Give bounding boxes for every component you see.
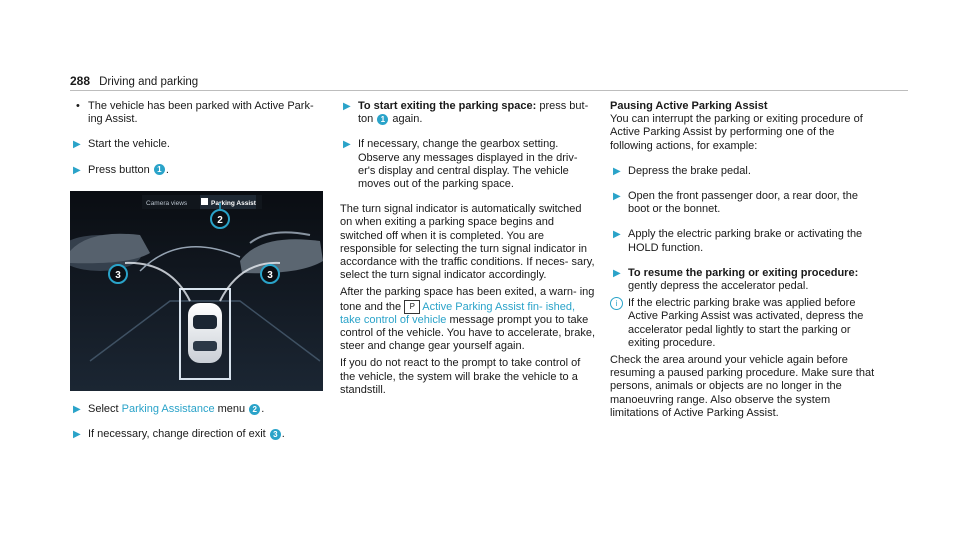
menu-camera-views: Camera views [146,200,188,207]
column-right [610,100,875,420]
callout-3-left-label: 3 [115,270,121,281]
step-change-direction: ▶ If necessary, change direction of exit 3 . [73,428,285,441]
paragraph-turn-signal: The turn signal indicator is automatically switched on when exiting a parking space begins and switched off when it is completed. You are responsible for selecting the turn signal indicator in accordance with the traffic conditions. If neces- sary, select the turn signal indicator accordingly. [340,203,595,282]
paragraph-take-control: After the parking space has been exited, a warn- ing tone and the P Active Parking Assist fin- ished, take control of vehicle message prompt you to take control of the vehicle. You have to accelerate, brake, steer and change gear yourself again. [340,286,595,353]
column-left-lower [70,403,325,441]
parking-assist-illustration [70,191,323,391]
paragraph-no-reaction: If you do not react to the prompt to take control of the vehicle, the system will brake the vehicle to a standstill. [340,357,581,396]
arrow-right-icon: ▶ [613,229,621,241]
callout-badge-3: 3 [270,429,281,440]
active-parking-assist-icon: P [404,300,420,314]
arrow-right-icon: ▶ [343,101,351,112]
arrow-right-icon: ▶ [613,191,621,203]
paragraph-closing: Check the area around your vehicle again before resuming a paused parking procedure. Make sure that persons, animals or objects are no longer in the manoeuvring range. Also observe the system limitations of Active Parking Assist. [610,354,875,419]
menu-parking-assist: Parking Assist [211,200,256,207]
arrow-right-icon: ▶ [613,165,621,177]
page-number: 288 [70,74,91,88]
step-start-exiting: ▶ To start exiting the parking space: press but- ton 1 again. [343,100,589,126]
callout-badge-2: 2 [249,404,260,415]
page-header [70,75,908,91]
step-start-vehicle: ▶ Start the vehicle. [73,138,170,151]
step-press-button: ▶ Press button 1 . [73,163,169,176]
precondition-item: • The vehicle has been parked with Active Park- ing Assist. [70,100,325,126]
section-heading-pausing: Pausing Active Parking Assist [610,100,768,112]
arrow-right-icon: ▶ [73,164,81,176]
active-parking-assist-finished-message: Active Parking Assist fin- ished, take control of vehicle [340,300,576,326]
callout-badge-1: 1 [377,114,388,125]
arrow-right-icon: ▶ [343,139,351,151]
step-parking-brake: ▶ Apply the electric parking brake or activating the HOLD function. [613,228,863,254]
arrow-right-icon: ▶ [73,429,81,441]
step-resume: ▶ To resume the parking or exiting procedure: gently depress the accelerator pedal. [613,266,859,293]
paragraph-intro: You can interrupt the parking or exiting procedure of Active Parking Assist by performing one of the following actions, for example: [610,113,863,152]
callout-3-right-label: 3 [267,270,273,281]
step-open-door: ▶ Open the front passenger door, a rear door, the boot or the bonnet. [613,190,858,216]
step-gearbox: ▶ If necessary, change the gearbox setting. Observe any messages displayed in the driv- er's display and central display. The vehicle moves out of the parking space. [343,138,578,191]
parking-assistance-link: Parking Assistance [121,403,215,415]
info-note: i If the electric parking brake was applied before Active Parking Assist was activated, depress the accelerator pedal lightly to start the parking or exiting procedure. [610,297,875,350]
column-middle [340,100,595,397]
parking-assist-display-image [70,191,323,391]
callout-badge-1: 1 [154,164,165,175]
step-brake-pedal: ▶ Depress the brake pedal. [613,164,751,177]
arrow-right-icon: ▶ [73,139,81,151]
step-select-menu: ▶ Select Parking Assistance menu 2 . [73,403,265,415]
info-icon: i [610,297,623,310]
callout-2-center-label: 2 [217,215,223,226]
arrow-right-icon: ▶ [73,404,81,415]
arrow-right-icon: ▶ [613,267,621,279]
section-title: Driving and parking [99,76,199,88]
column-left [70,100,325,177]
